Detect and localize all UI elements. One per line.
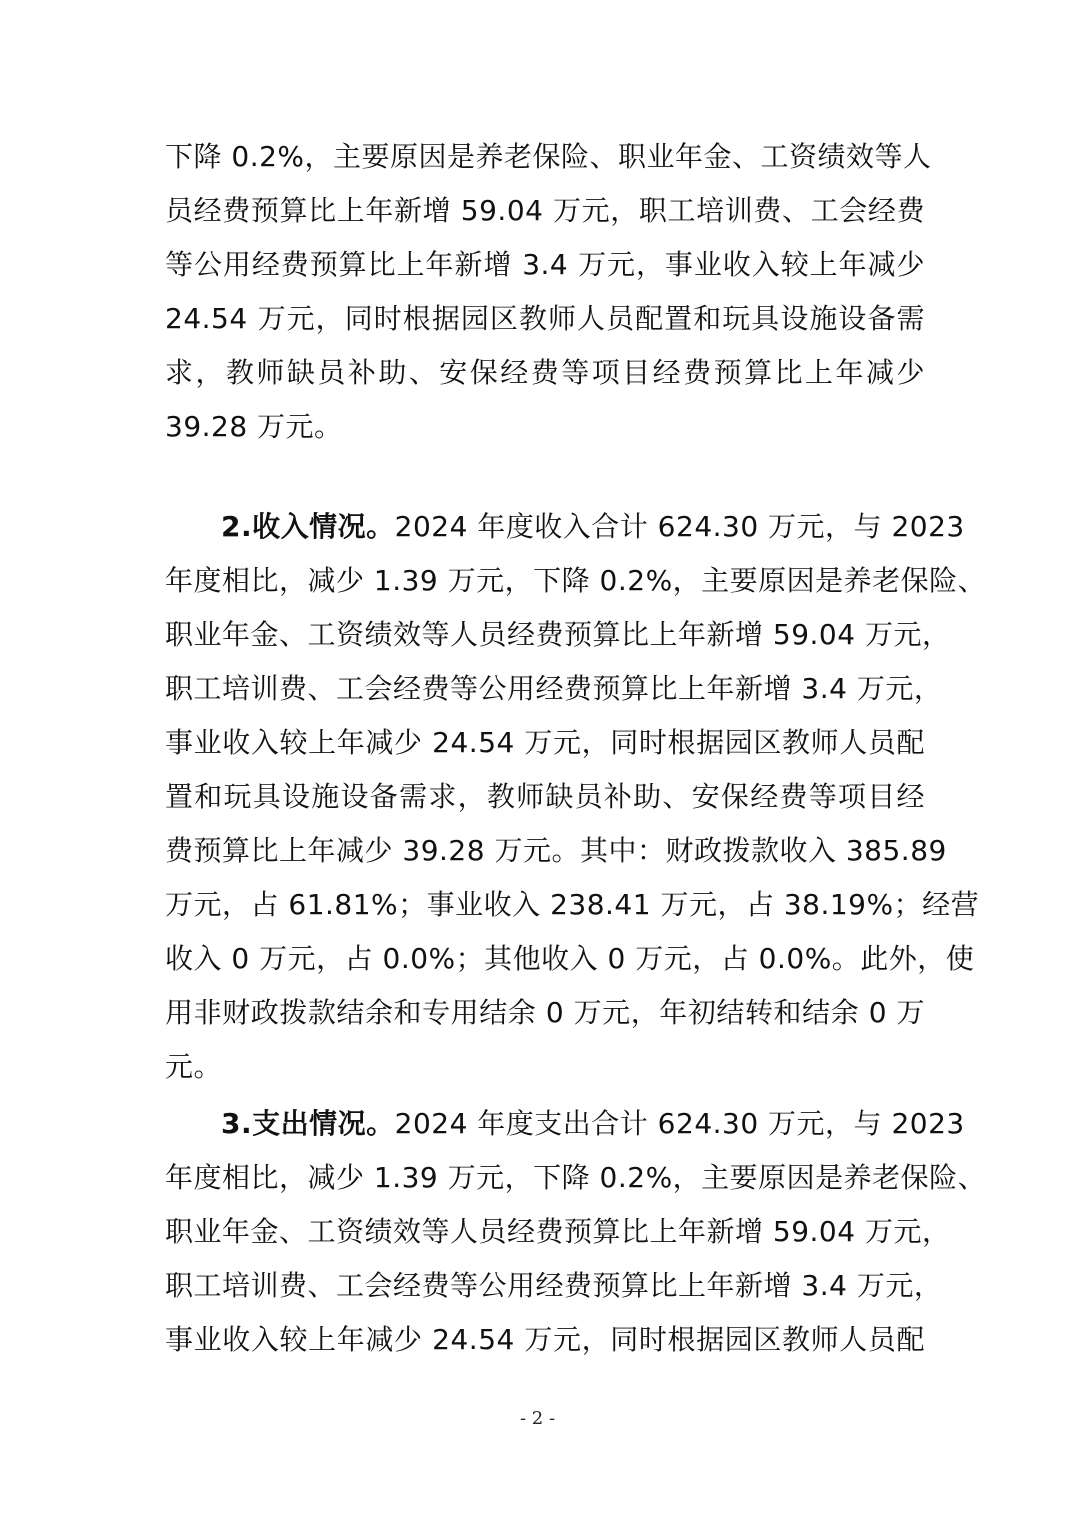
paragraph-income [165, 500, 987, 1094]
paragraph-expenditure [165, 1097, 987, 1367]
paragraph-budget-summary-continued [165, 130, 932, 454]
text-line: 事业收入较上年减少 24.54 万元，同时根据园区教师人员配 [165, 1323, 925, 1356]
text-line: 职工培训费、工会经费等公用经费预算比上年新增 3.4 万元， [165, 1269, 943, 1302]
text-line: 事业收入较上年减少 24.54 万元，同时根据园区教师人员配 [165, 726, 925, 759]
text-line: 收入 0 万元，占 0.0%；其他收入 0 万元，占 0.0%。此外，使 [165, 942, 975, 975]
text-line: 39.28 万元。 [165, 410, 343, 443]
page-number: - 2 - [519, 1408, 556, 1429]
text-line: 员经费预算比上年新增 59.04 万元，职工培训费、工会经费 [165, 194, 925, 227]
text-line: 费预算比上年减少 39.28 万元。其中：财政拨款收入 385.89 [165, 834, 947, 867]
text-run: 2024 年度收入合计 624.30 万元，与 2023 [394, 510, 965, 543]
text-line: 万元，占 61.81%；事业收入 238.41 万元，占 38.19%；经营 [165, 888, 980, 921]
section-heading-income: 2.收入情况。 [221, 510, 395, 543]
text-line: 24.54 万元，同时根据园区教师人员配置和玩具设施设备需 [165, 302, 925, 335]
text-line: 元。 [165, 1050, 223, 1083]
section-heading-expenditure: 3.支出情况。 [221, 1107, 395, 1140]
text-line: 求，教师缺员补助、安保经费等项目经费预算比上年减少 [165, 356, 925, 389]
text-line-first [165, 500, 965, 554]
text-line: 职业年金、工资绩效等人员经费预算比上年新增 59.04 万元， [165, 1215, 951, 1248]
text-line: 用非财政拨款结余和专用结余 0 万元，年初结转和结余 0 万 [165, 996, 925, 1029]
text-line: 下降 0.2%，主要原因是养老保险、职业年金、工资绩效等人 [165, 140, 932, 173]
text-line: 年度相比，减少 1.39 万元，下降 0.2%，主要原因是养老保险、 [165, 1161, 987, 1194]
text-line: 置和玩具设施设备需求，教师缺员补助、安保经费等项目经 [165, 780, 925, 813]
text-line-first [165, 1097, 965, 1151]
text-line: 职工培训费、工会经费等公用经费预算比上年新增 3.4 万元， [165, 672, 943, 705]
text-run: 2024 年度支出合计 624.30 万元，与 2023 [394, 1107, 965, 1140]
text-line: 等公用经费预算比上年新增 3.4 万元，事业收入较上年减少 [165, 248, 925, 281]
text-line: 职业年金、工资绩效等人员经费预算比上年新增 59.04 万元， [165, 618, 951, 651]
text-line: 年度相比，减少 1.39 万元，下降 0.2%，主要原因是养老保险、 [165, 564, 987, 597]
